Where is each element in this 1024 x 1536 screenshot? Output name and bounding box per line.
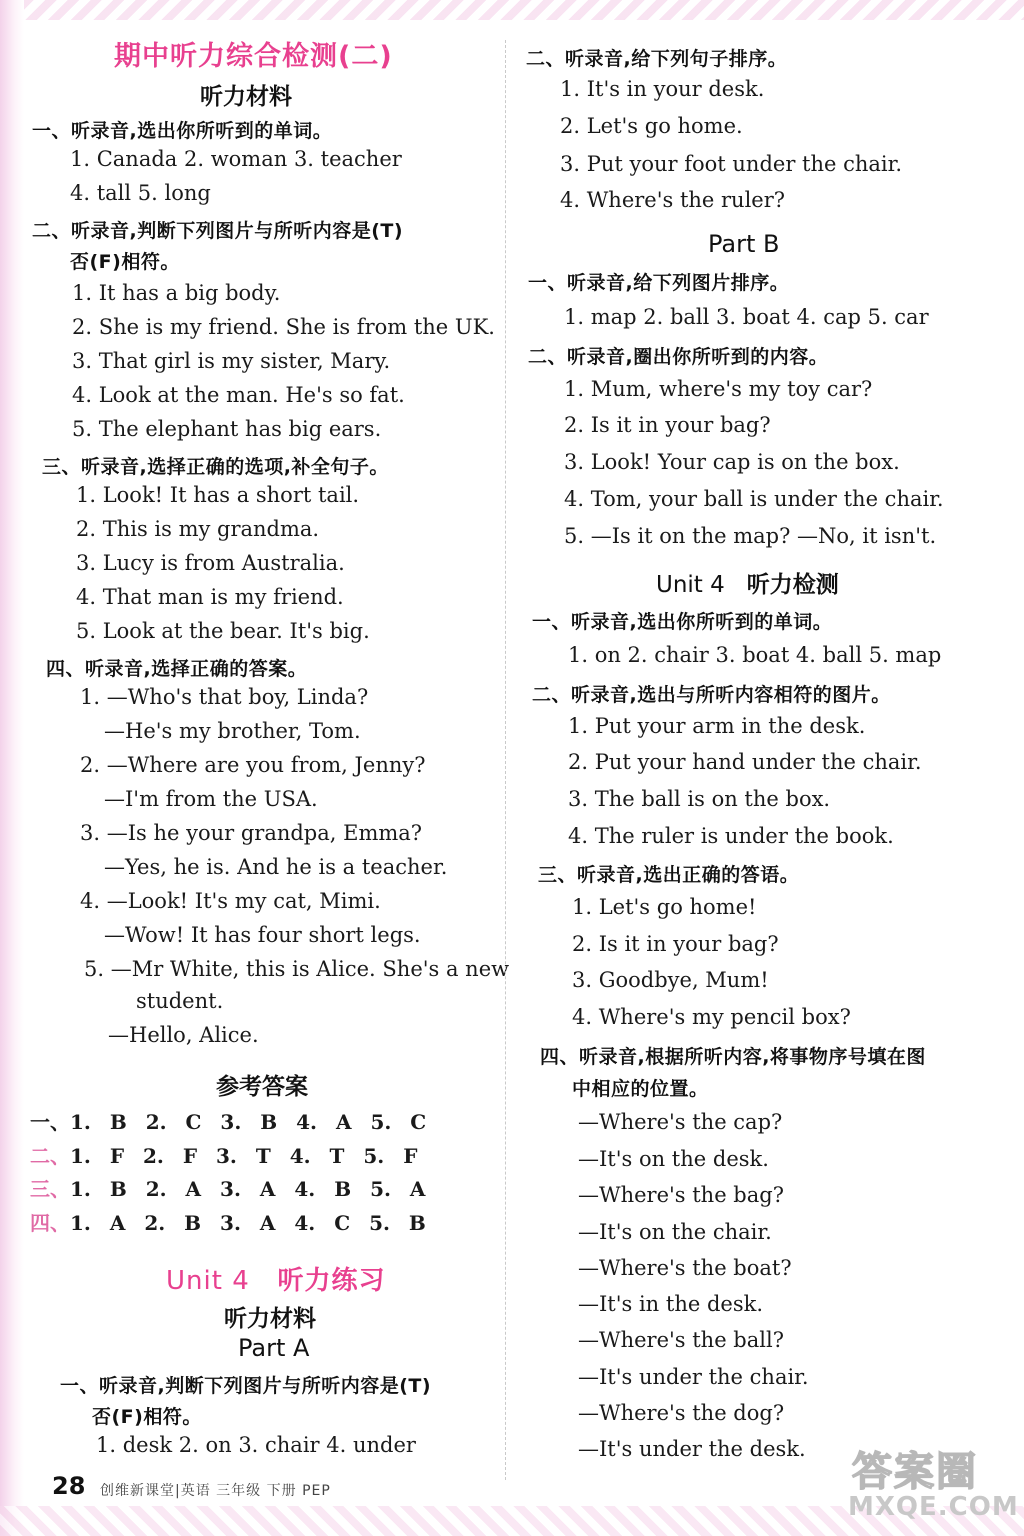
section-heading-cont: 中相应的位置。 bbox=[572, 1078, 709, 1100]
top-decorative-border bbox=[0, 0, 1024, 20]
text-line: 1. It's in your desk. bbox=[560, 77, 765, 101]
answer-row bbox=[30, 1173, 425, 1202]
section-heading: 三、听录音,选择正确的选项,补全句子。 bbox=[42, 456, 389, 478]
answer-items: 1. A 2. B 3. A 4. C 5. B bbox=[70, 1211, 426, 1235]
text-line: 1. desk 2. on 3. chair 4. under bbox=[96, 1433, 416, 1457]
text-line: student. bbox=[136, 989, 224, 1013]
text-line: —He's my brother, Tom. bbox=[104, 719, 361, 743]
text-line: 4. Where's my pencil box? bbox=[572, 1005, 851, 1029]
text-line: 2. She is my friend. She is from the UK. bbox=[72, 315, 495, 339]
text-line: —Hello, Alice. bbox=[108, 1023, 259, 1047]
section-heading-cont: 否(F)相符。 bbox=[70, 251, 180, 273]
unit-cn-label: 听力练习 bbox=[277, 1266, 386, 1296]
text-line: 1. Put your arm in the desk. bbox=[568, 714, 866, 738]
text-line: 2. Let's go home. bbox=[560, 114, 743, 138]
text-line: 3. —Is he your grandpa, Emma? bbox=[80, 821, 423, 845]
text-line: —Where's the cap? bbox=[578, 1110, 783, 1134]
text-line: 5. —Mr White, this is Alice. She's a new bbox=[84, 957, 510, 981]
text-line: 1. —Who's that boy, Linda? bbox=[80, 685, 369, 709]
text-line: 2. —Where are you from, Jenny? bbox=[80, 753, 426, 777]
text-line: 1. Let's go home! bbox=[572, 895, 757, 919]
text-line: —It's under the chair. bbox=[578, 1365, 809, 1389]
text-line: 5. Look at the bear. It's big. bbox=[76, 619, 370, 643]
left-decorative-border bbox=[0, 0, 24, 1536]
text-line: 4. —Look! It's my cat, Mimi. bbox=[80, 889, 381, 913]
answer-label: 三、 bbox=[30, 1177, 70, 1201]
text-line: 1. It has a big body. bbox=[72, 281, 281, 305]
section-heading: 二、听录音,给下列句子排序。 bbox=[526, 48, 788, 70]
column-divider bbox=[505, 40, 506, 1480]
text-line: 4. Tom, your ball is under the chair. bbox=[564, 487, 944, 511]
material-title: 听力材料 bbox=[200, 84, 292, 110]
text-line: —Where's the ball? bbox=[578, 1328, 784, 1352]
text-line: 4. That man is my friend. bbox=[76, 585, 344, 609]
section-heading: 二、听录音,圈出你所听到的内容。 bbox=[528, 346, 829, 368]
section-heading: 一、听录音,选出你所听到的单词。 bbox=[532, 611, 833, 633]
text-line: 2. Put your hand under the chair. bbox=[568, 750, 922, 774]
unit-label: Unit 4 bbox=[166, 1266, 250, 1296]
text-line: —Yes, he is. And he is a teacher. bbox=[104, 855, 448, 879]
section-heading: 二、听录音,判断下列图片与所听内容是(T) bbox=[32, 220, 404, 242]
section-heading: 四、听录音,根据所听内容,将事物序号填在图 bbox=[540, 1046, 926, 1068]
text-line: 1. Canada 2. woman 3. teacher bbox=[70, 147, 402, 171]
text-line: —Where's the bag? bbox=[578, 1183, 784, 1207]
text-line: 4. tall 5. long bbox=[70, 181, 211, 205]
watermark-cn: 答案圈 bbox=[852, 1449, 978, 1495]
text-line: 2. This is my grandma. bbox=[76, 517, 320, 541]
unit4-test-title bbox=[656, 566, 839, 599]
answer-label: 二、 bbox=[30, 1144, 70, 1168]
part-b-title: Part B bbox=[708, 230, 780, 258]
answer-items: 1. F 2. F 3. T 4. T 5. F bbox=[70, 1144, 418, 1168]
text-line: 1. on 2. chair 3. boat 4. ball 5. map bbox=[568, 643, 942, 667]
section-heading: 一、听录音,选出你所听到的单词。 bbox=[32, 120, 333, 142]
page-number: 28 bbox=[52, 1472, 86, 1500]
watermark-en: MXQE.COM bbox=[848, 1492, 1019, 1522]
answers-title: 参考答案 bbox=[216, 1074, 308, 1100]
site-watermark bbox=[840, 1440, 1019, 1526]
unit-label: Unit 4 bbox=[656, 572, 725, 598]
text-line: —I'm from the USA. bbox=[104, 787, 318, 811]
unit-cn-label: 听力检测 bbox=[746, 572, 839, 598]
answer-items: 1. B 2. A 3. A 4. B 5. A bbox=[70, 1177, 426, 1201]
text-line: —It's in the desk. bbox=[578, 1292, 763, 1316]
text-line: 2. Is it in your bag? bbox=[572, 932, 779, 956]
text-line: 1. Look! It has a short tail. bbox=[76, 483, 360, 507]
text-line: —It's on the chair. bbox=[578, 1220, 772, 1244]
footer-book-title: 创维新课堂|英语 三年级 下册 PEP bbox=[100, 1483, 331, 1499]
answer-row bbox=[30, 1106, 426, 1135]
text-line: 3. Put your foot under the chair. bbox=[560, 152, 903, 176]
answer-label: 四、 bbox=[30, 1211, 70, 1235]
section-heading: 四、听录音,选择正确的答案。 bbox=[46, 658, 308, 680]
text-line: —Where's the boat? bbox=[578, 1256, 792, 1280]
text-line: 3. Goodbye, Mum! bbox=[572, 968, 769, 992]
part-a-title: Part A bbox=[238, 1334, 310, 1362]
answer-items: 1. B 2. C 3. B 4. A 5. C bbox=[70, 1110, 427, 1134]
text-line: 5. —Is it on the map? —No, it isn't. bbox=[564, 524, 937, 548]
section-heading-cont: 否(F)相符。 bbox=[92, 1406, 202, 1428]
text-line: 1. Mum, where's my toy car? bbox=[564, 377, 873, 401]
text-line: 2. Is it in your bag? bbox=[564, 413, 771, 437]
section-heading: 一、听录音,给下列图片排序。 bbox=[528, 272, 790, 294]
text-line: 4. Where's the ruler? bbox=[560, 188, 786, 212]
section-heading: 三、听录音,选出正确的答语。 bbox=[538, 864, 800, 886]
text-line: —Where's the dog? bbox=[578, 1401, 785, 1425]
section-heading: 一、听录音,判断下列图片与所听内容是(T) bbox=[60, 1375, 432, 1397]
text-line: —It's under the desk. bbox=[578, 1437, 806, 1461]
unit4-material-title: 听力材料 bbox=[224, 1306, 316, 1332]
text-line: —Wow! It has four short legs. bbox=[104, 923, 421, 947]
text-line: —It's on the desk. bbox=[578, 1147, 769, 1171]
text-line: 1. map 2. ball 3. boat 4. cap 5. car bbox=[564, 305, 929, 329]
text-line: 3. Lucy is from Australia. bbox=[76, 551, 345, 575]
section-heading: 二、听录音,选出与所听内容相符的图片。 bbox=[532, 684, 891, 706]
text-line: 3. The ball is on the box. bbox=[568, 787, 831, 811]
text-line: 3. That girl is my sister, Mary. bbox=[72, 349, 391, 373]
text-line: 5. The elephant has big ears. bbox=[72, 417, 382, 441]
unit4-practice-title bbox=[166, 1260, 386, 1297]
mid-term-title: 期中听力综合检测(二) bbox=[114, 41, 393, 72]
text-line: 4. Look at the man. He's so fat. bbox=[72, 383, 405, 407]
answer-label: 一、 bbox=[30, 1110, 70, 1134]
answer-row bbox=[30, 1140, 417, 1169]
answer-row bbox=[30, 1207, 426, 1236]
text-line: 3. Look! Your cap is on the box. bbox=[564, 450, 900, 474]
text-line: 4. The ruler is under the book. bbox=[568, 824, 894, 848]
